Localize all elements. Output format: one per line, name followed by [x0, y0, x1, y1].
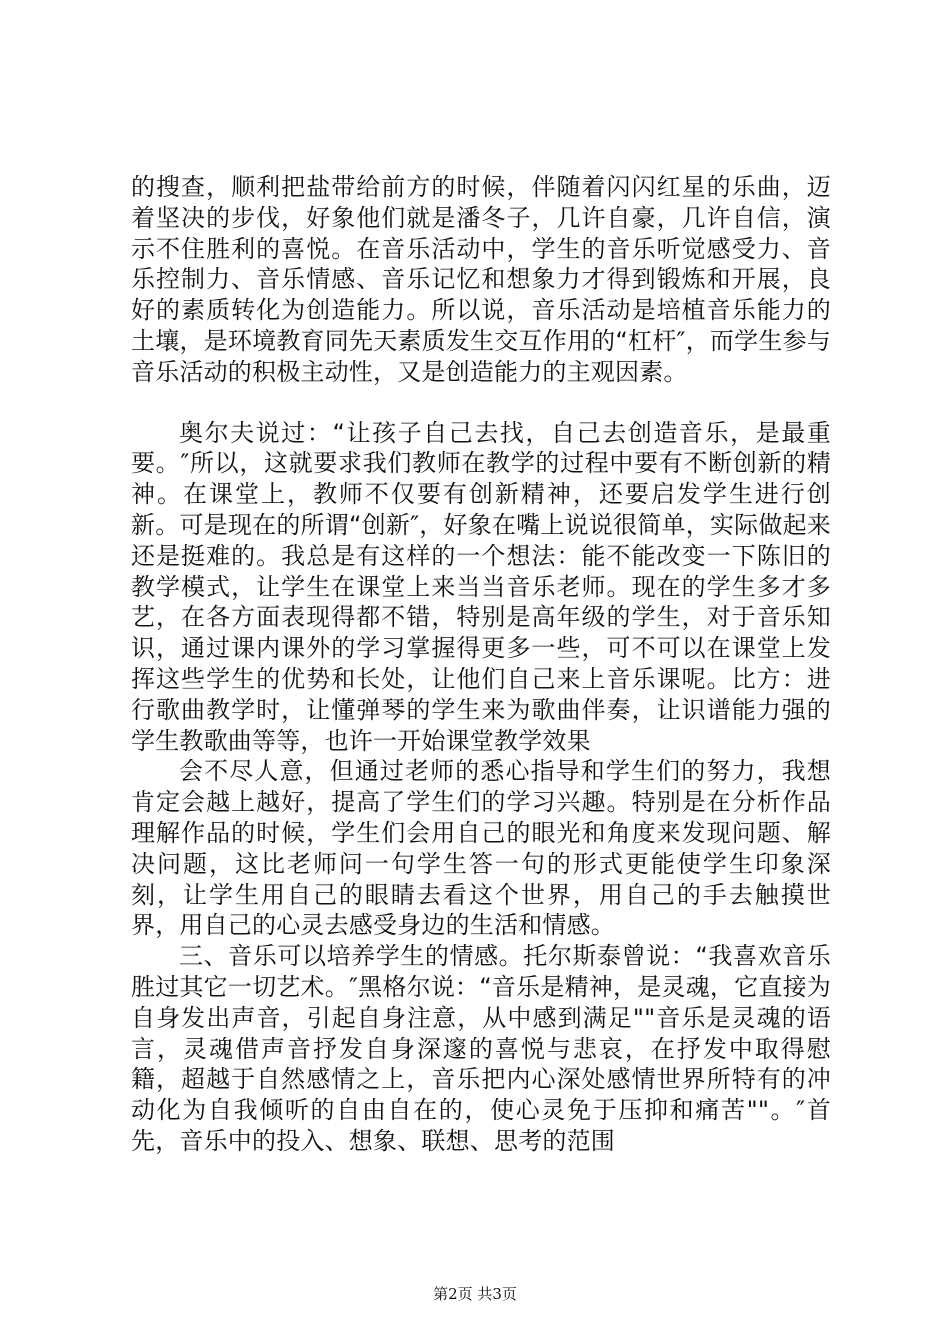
paragraph-1: 的搜查，顺利把盐带给前方的时候，伴随着闪闪红星的乐曲，迈着坚决的步伐，好象他们就是潘冬子，几许自豪，几许自信，演示不住胜利的喜悦。在音乐活动中，学生的音乐听觉感受力、音乐控制力、音乐情感、音乐记忆和想象力才得到锻炼和开展，良好的素质转化为创造能力。所以说，音乐活动是培植音乐能力的土壤，是环境教育同先天素质发生交互作用的“杠杆″，而学生参与音乐活动的积极主动性，又是创造能力的主观因素。 [131, 173, 831, 386]
paragraph-2: 奥尔夫说过：“让孩子自己去找，自己去创造音乐，是最重要。″所以，这就要求我们教师在教学的过程中要有不断创新的精神。在课堂上，教师不仅要有创新精神，还要启发学生进行创新。可是现在的所谓“创新″，好象在嘴上说说很简单，实际做起来还是挺难的。我总是有这样的一个想法：能不能改变一下陈旧的教学模式，让学生在课堂上来当当音乐老师。现在的学生多才多艺，在各方面表现得都不错，特别是高年级的学生，对于音乐知识，通过课内课外的学习掌握得更多一些，可不可以在课堂上发挥这些学生的优势和长处，让他们自己来上音乐课呢。比方：进行歌曲教学时，让懂弹琴的学生来为歌曲伴奏，让识谱能力强的学生教歌曲等等，也许一开始课堂教学效果 [131, 418, 831, 755]
document-body [131, 172, 831, 1157]
paragraph-3: 会不尽人意，但通过老师的悉心指导和学生们的努力，我想肯定会越上越好，提高了学生们的学习兴趣。特别是在分析作品理解作品的时候，学生们会用自己的眼光和角度来发现问题、解决问题，这比老师问一句学生答一句的形式更能使学生印象深刻，让学生用自己的眼睛去看这个世界，用自己的手去触摸世界，用自己的心灵去感受身边的生活和情感。 [131, 757, 831, 940]
page-footer: 第2页 共3页 [433, 1285, 517, 1303]
paragraph-gap [131, 388, 831, 418]
paragraph-4: 三、音乐可以培养学生的情感。托尔斯泰曾说：“我喜欢音乐胜过其它一切艺术。″黑格尔说：“音乐是精神，是灵魂，它直接为自身发出声音，引起自身注意，从中感到满足""音乐是灵魂的语言，灵魂借声音抒发自身深邃的喜悦与悲哀，在抒发中取得慰籍，超越于自然感情之上，音乐把内心深处感情世界所特有的冲动化为自我倾听的自由自在的，使心灵免于压抑和痛苦""。″首先，音乐中的投入、想象、联想、思考的范围 [131, 942, 831, 1155]
